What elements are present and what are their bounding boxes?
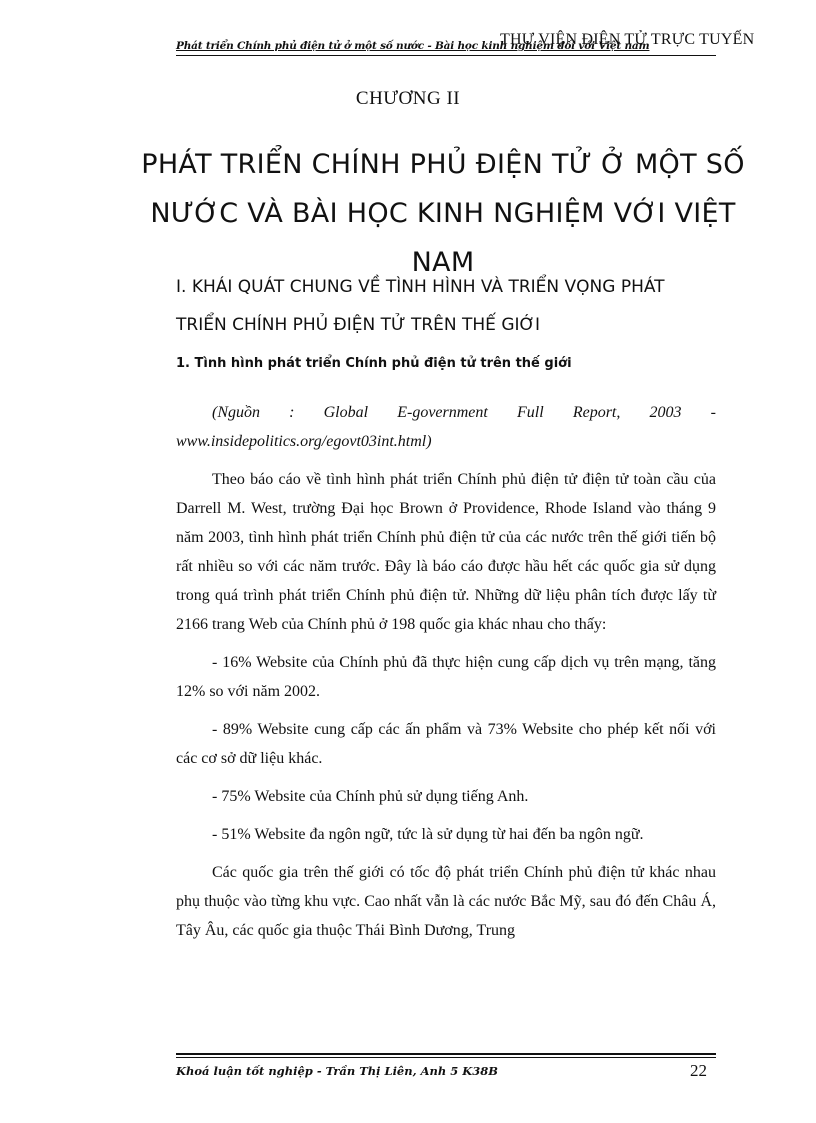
paragraph: Theo báo cáo về tình hình phát triển Chính phủ điện tử điện tử toàn cầu của Darrell M. West, trường Đại học Brown ở Providence, Rhode Island vào tháng 9 năm 2003, tình hình phát triển Chính phủ điện tử của các nước trên thế giới tiến bộ rất nhiều so với các năm trước. Đây là báo cáo được hầu hết các quốc gia sử dụng trong quá trình phát triển Chính phủ điện tử. Những dữ liệu phân tích được lấy từ 2166 trang Web của Chính phủ ở 198 quốc gia khác nhau cho thấy: — [176, 471, 716, 633]
list-item: - 75% Website của Chính phủ sử dụng tiếng Anh. — [212, 788, 529, 805]
list-item: - 89% Website cung cấp các ấn phẩm và 73% Website cho phép kết nối với các cơ sở dữ liệu khác. — [176, 721, 716, 767]
chapter-title-line-1: PHÁT TRIỂN CHÍNH PHỦ ĐIỆN TỬ Ở MỘT SỐ — [141, 149, 745, 180]
chapter-title-line-2: NƯỚC VÀ BÀI HỌC KINH NGHIỆM VỚI VIỆT NAM — [150, 198, 736, 278]
section-title — [176, 268, 716, 344]
running-footer: Khoá luận tốt nghiệp - Trần Thị Liên, Anh 5 K38B — [176, 1064, 498, 1078]
header-rule — [176, 55, 716, 56]
section-title-line-1: I. KHÁI QUÁT CHUNG VỀ TÌNH HÌNH VÀ TRIỂN VỌNG PHÁT — [176, 277, 665, 297]
list-item: - 51% Website đa ngôn ngữ, tức là sử dụng từ hai đến ba ngôn ngữ. — [212, 826, 644, 843]
chapter-label: CHƯƠNG II — [355, 88, 461, 109]
body-text — [176, 398, 716, 954]
footer-rule-thin — [176, 1057, 716, 1058]
library-watermark: THƯ VIỆN ĐIỆN TỬ TRỰC TUYẾN — [500, 31, 755, 48]
subsection-title: 1. Tình hình phát triển Chính phủ điện tử trên thế giới — [176, 356, 572, 371]
page-number: 22 — [690, 1061, 707, 1080]
chapter-title — [120, 140, 766, 287]
source-citation: (Nguồn : Global E-government Full Report, 2003 - www.insidepolitics.org/egovt03int.html) — [176, 404, 716, 450]
paragraph: Các quốc gia trên thế giới có tốc độ phát triển Chính phủ điện tử khác nhau phụ thuộc vào từng khu vực. Cao nhất vẫn là các nước Bắc Mỹ, sau đó đến Châu Á, Tây Âu, các quốc gia thuộc Thái Bình Dương, Trung — [176, 864, 716, 939]
list-item: - 16% Website của Chính phủ đã thực hiện cung cấp dịch vụ trên mạng, tăng 12% so với năm 2002. — [176, 654, 716, 700]
running-header: Phát triển Chính phủ điện tử ở một số nước - Bài học kinh nghiệm đối với Việt nam — [176, 40, 650, 52]
footer-rule-thick — [176, 1053, 716, 1055]
section-title-line-2: TRIỂN CHÍNH PHỦ ĐIỆN TỬ TRÊN THẾ GIỚI — [176, 315, 541, 335]
